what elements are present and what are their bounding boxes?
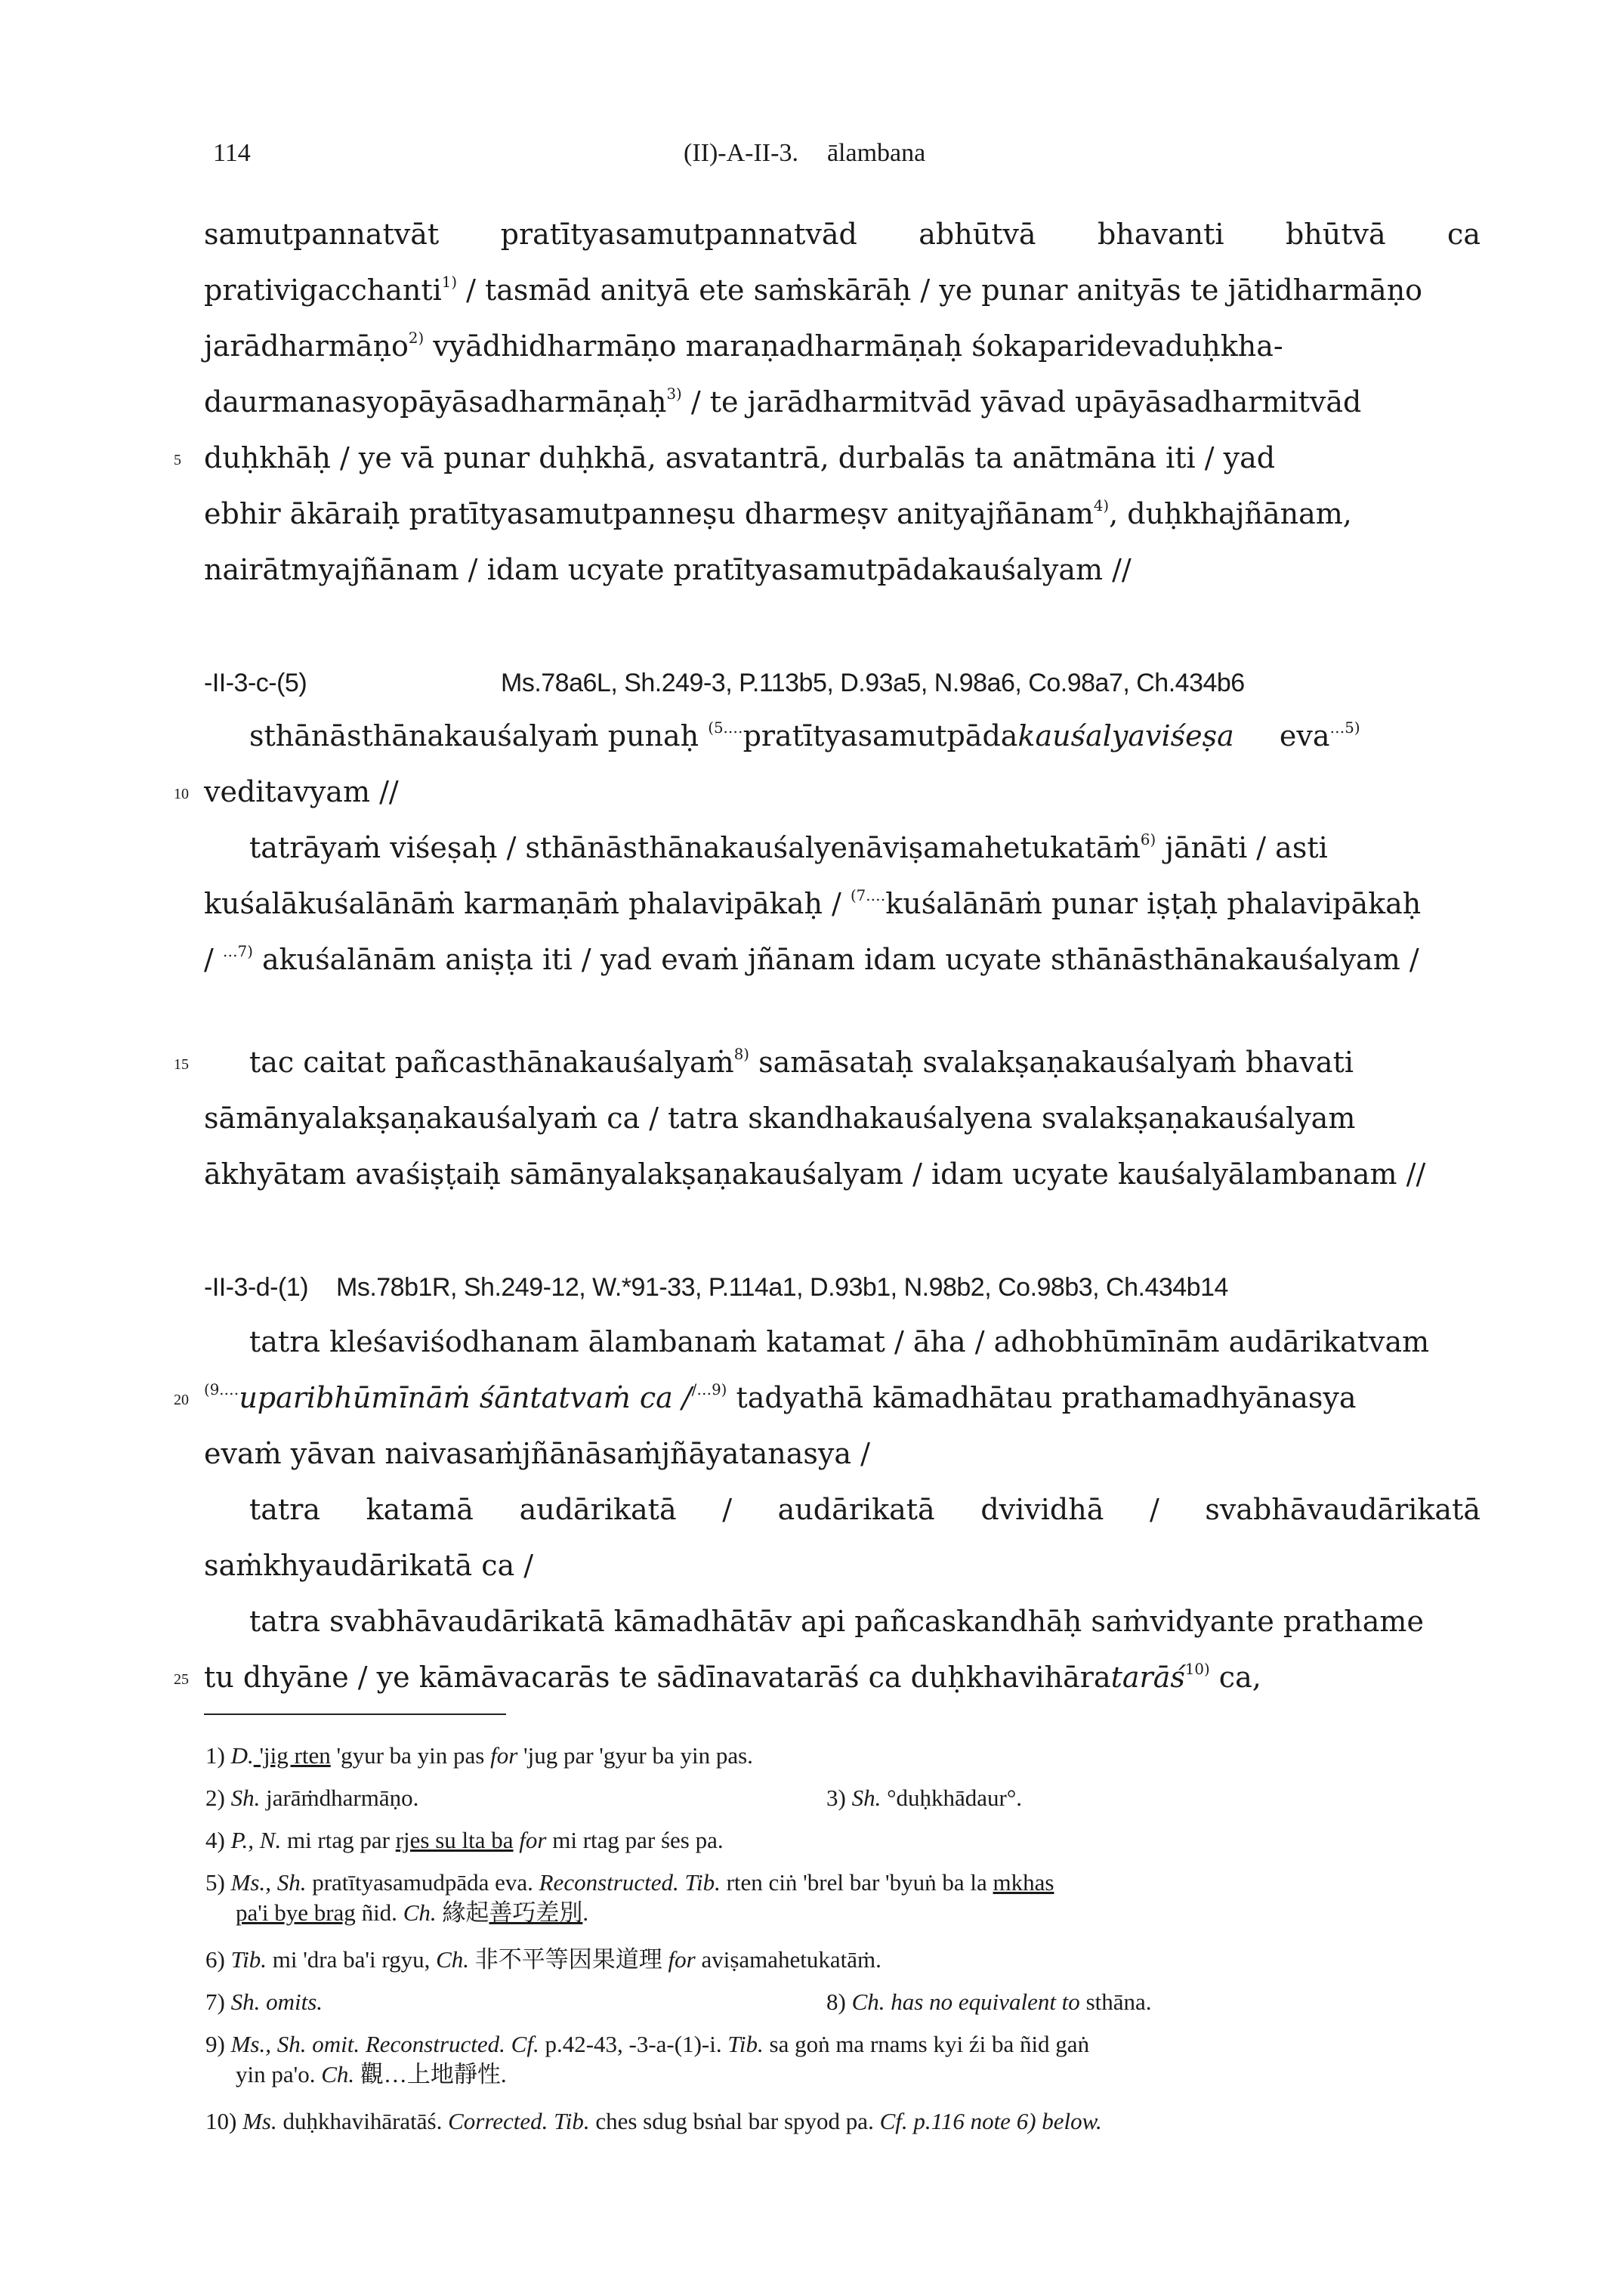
text-line: tu dhyāne / ye kāmāvacarās te sādīnavatarāś ca duḥkhavihāratarāś$^{10)}$ ca, — [204, 1661, 1261, 1694]
line-number: 10 — [174, 786, 189, 802]
text-line: ebhir ākāraiḥ pratītyasamutpanneṣu dharmeṣv anityajñānam$^{4)}$, duḥkhajñānam, — [204, 497, 1352, 530]
section-label: ālambana — [826, 139, 926, 167]
reference-id: -II-3-c-(5) — [204, 669, 307, 697]
footnote: 4) P., N. mi rtag par rjes su lta ba for mi rtag par śes pa. — [205, 1827, 724, 1853]
footnote: 9) Ms., Sh. omit. Reconstructed. Cf. p.42-43, -3-a-(1)-i. Tib. sa goṅ ma rnams kyi źi ba ñid gaṅ yin pa'o. Ch. 觀…上地靜性. — [205, 2031, 1090, 2087]
text-line: tatrāyaṁ viśeṣaḥ / sthānāsthānakauśalyenāviṣamahetukatāṁ$^{6)}$ jānāti / asti — [249, 831, 1328, 864]
text-line: veditavyam // — [204, 775, 399, 808]
footnote-mark: 3) — [666, 385, 682, 403]
manuscript-reference — [204, 665, 1480, 701]
reference-sources: Ms.78a6L, Sh.249-3, P.113b5, D.93a5, N.98a6, Co.98a7, Ch.434b6 — [501, 669, 1245, 697]
reference-sources: Ms.78b1R, Sh.249-12, W.*91-33, P.114a1, D.93b1, N.98b2, Co.98b3, Ch.434b14 — [336, 1273, 1228, 1302]
line-number: 15 — [174, 1056, 189, 1073]
text-line: kuśalākuśalānāṁ karmaṇāṁ phalavipākaḥ / $^{(7.\dots}$kuśalānāṁ punar iṣṭaḥ phalavipākaḥ — [204, 887, 1422, 920]
footnote: 8) Ch. has no equivalent to sthāna. — [826, 1989, 1152, 2015]
footnote: 1) D. 'jig rten 'gyur ba yin pas for 'jug par 'gyur ba yin pas. — [205, 1742, 753, 1769]
footnote-mark: 6) — [1140, 831, 1156, 849]
text-line: evaṁ yāvan naivasaṁjñānāsaṁjñāyatanasya / — [204, 1437, 870, 1470]
line-number: 20 — [174, 1392, 189, 1408]
footnote-mark: (7.… — [850, 887, 886, 905]
footnote-mark: (9.… — [204, 1381, 239, 1399]
text-line: $^{(9.\dots}$uparibhūmīnāṁ śāntatvaṁ ca /$^{/\dots 9)}$ tadyathā kāmadhātau prathamadhyānasya — [204, 1381, 1357, 1414]
footnote-mark: 8) — [733, 1046, 749, 1064]
footnote-rule — [204, 1714, 506, 1715]
footnote: 10) Ms. duḥkhavihāratāś. Corrected. Tib. ches sdug bsṅal bar spyod pa. Cf. p.116 note 6) below. — [205, 2108, 1102, 2134]
footnote: 3) Sh. °duḥkhādaur°. — [826, 1785, 1022, 1811]
footnote: 2) Sh. jarāṁdharmāṇo. 3) Sh. °duḥkhādaur°. — [205, 1783, 1482, 1813]
text-line: jarādharmāṇo$^{2)}$ vyādhidharmāṇo maraṇadharmāṇaḥ śokaparidevaduḥkha- — [204, 329, 1283, 363]
text-line: nairātmyajñānam / idam ucyate pratītyasamutpādakauśalyam // — [204, 553, 1132, 586]
section-code: (II)-A-II-3. — [684, 139, 798, 167]
manuscript-reference — [204, 1269, 1480, 1306]
text-line: sthānāsthānakauśalyaṁ punaḥ $^{(5.\dots}$pratītyasamutpādakauśalyaviśeṣa eva$^{\dots 5)}$ — [249, 719, 1360, 752]
line-number: 25 — [174, 1671, 189, 1688]
text-line: sāmānyalakṣaṇakauśalyaṁ ca / tatra skandhakauśalyena svalakṣaṇakauśalyam — [204, 1102, 1356, 1135]
footnote: 7) Sh. omits. 8) Ch. has no equivalent to sthāna. — [205, 1987, 1482, 2017]
footnote: 6) Tib. mi 'dra ba'i rgyu, Ch. 非不平等因果道理 for aviṣamahetukatāṁ. — [205, 1946, 881, 1973]
text-line: saṁkhyaudārikatā ca / — [204, 1549, 534, 1582]
page-number: 114 — [213, 139, 251, 167]
text-line: samutpannatvāt pratītyasamutpannatvād abhūtvā bhavanti bhūtvā ca — [204, 218, 1480, 251]
footnote: 5) Ms., Sh. pratītyasamudpāda eva. Reconstructed. Tib. rten ciṅ 'brel bar 'byuṅ ba la mkhas pa'i bye brag ñid. Ch. 緣起善巧差別. — [205, 1869, 1054, 1926]
text-line: duḥkhāḥ / ye vā punar duḥkhā, asvatantrā, durbalās ta anātmāna iti / yad — [204, 441, 1276, 474]
footnote-mark: …5) — [1329, 719, 1360, 737]
footnote-mark: 10) — [1184, 1661, 1210, 1679]
text-line: daurmanasyopāyāsadharmāṇaḥ$^{3)}$ / te jarādharmitvād yāvad upāyāsadharmitvād — [204, 385, 1362, 419]
footnote-mark: (5.… — [708, 719, 743, 737]
text-line: ākhyātam avaśiṣṭaiḥ sāmānyalakṣaṇakauśalyam / idam ucyate kauśalyālambanam // — [204, 1157, 1426, 1191]
text-line: tatra kleśaviśodhanam ālambanaṁ katamat / āha / adhobhūmīnām audārikatvam — [249, 1325, 1430, 1358]
footnote-mark: 4) — [1093, 497, 1110, 515]
text-line: tatra svabhāvaudārikatā kāmadhātāv api pañcaskandhāḥ saṁvidyante prathame — [249, 1605, 1424, 1638]
reference-id: -II-3-d-(1) — [204, 1273, 309, 1302]
footnote-mark: …7) — [222, 943, 253, 961]
text-line: prativigacchanti$^{1)}$ / tasmād anityā ete saṁskārāḥ / ye punar anityās te jātidharmāṇo — [204, 273, 1423, 307]
text-line: / $^{\dots 7)}$ akuśalānām aniṣṭa iti / yad evaṁ jñānam idam ucyate sthānāsthānakauśalyam / — [204, 943, 1419, 976]
line-number: 5 — [174, 452, 181, 468]
footnote-mark: 2) — [408, 329, 425, 348]
text-line: tac caitat pañcasthānakauśalyaṁ$^{8)}$ samāsataḥ svalakṣaṇakauśalyaṁ bhavati — [249, 1046, 1354, 1079]
footnote-mark: /…9) — [691, 1381, 727, 1399]
footnote-mark: 1) — [441, 273, 458, 292]
text-line: tatra katamā audārikatā / audārikatā dvividhā / svabhāvaudārikatā — [249, 1493, 1480, 1526]
